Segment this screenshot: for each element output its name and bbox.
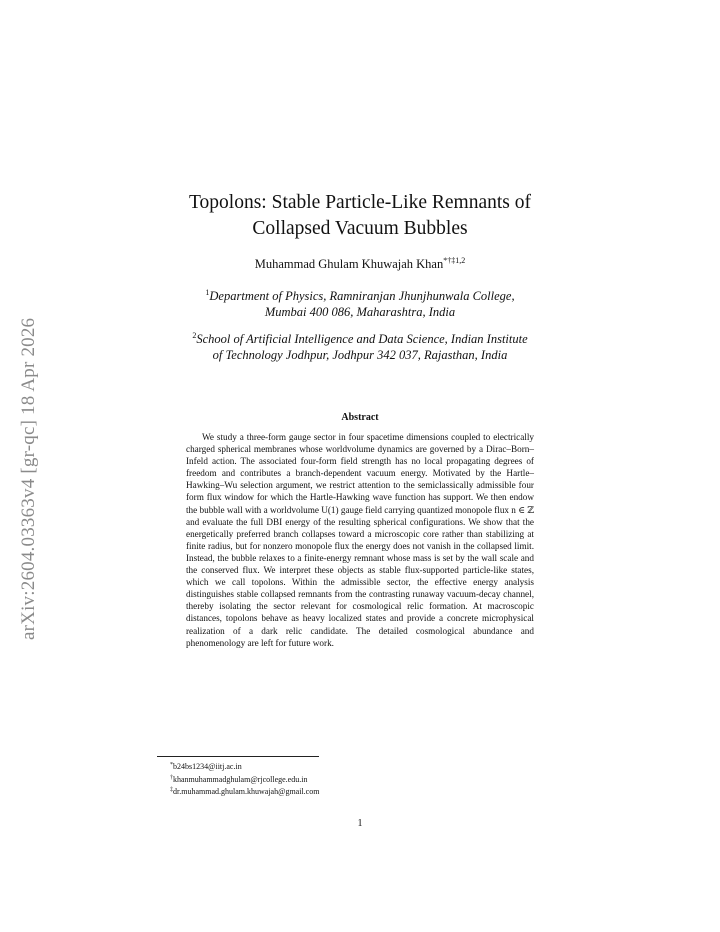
footnote-3-email: dr.muhammad.ghulam.khuwajah@gmail.com	[173, 787, 320, 796]
affiliation-1-line-2: Mumbai 400 086, Maharashtra, India	[264, 305, 456, 319]
affiliation-2	[150, 328, 570, 363]
author-name: Muhammad Ghulam Khuwajah Khan	[254, 257, 444, 271]
affiliation-1-marker: 1	[205, 288, 210, 297]
author-line	[120, 256, 600, 272]
affiliation-2-line-1: School of Artificial Intelligence and Data Science, Indian Institute	[196, 332, 528, 346]
footnote-1-mark: *	[170, 762, 173, 768]
author-affiliation-marks: *†‡1,2	[443, 256, 466, 265]
footnote-divider	[157, 756, 319, 757]
footnote-2	[170, 773, 319, 786]
page-number: 1	[357, 818, 363, 829]
paper-title	[120, 190, 600, 242]
footnotes	[170, 760, 319, 798]
abstract-text: We study a three-form gauge sector in four spacetime dimensions coupled to electrically charged spherical membranes whose worldvolume dynamics are governed by a Dirac–Born–Infeld action. The associated four-form field strength has no local propagating degrees of freedom and contributes a branch-dependent vacuum energy. Motivated by the Hartle–Hawking–Wu selection argument, we restrict attention to the semiclassically admissible four form flux window for which the Hartle-Hawking wave function has support. We then endow the bubble wall with a worldvolume U(1) gauge field carrying quantized monopole flux n ∈ ℤ and evaluate the full DBI energy of the resulting spherical configurations. We show that the energetically preferred branch collapses toward a microscopic core rather than stabilizing at finite radius, but for nonzero monopole flux the energy does not vanish in the collapsed limit. Instead, the bubble relaxes to a finite-energy remnant whose mass is set by the wall scale and the conserved flux. We interpret these objects as stable flux-supported particle-like states, which we call topolons. Within the admissible sector, the effective energy analysis distinguishes stable collapsed remnants from the contrasting runaway vacuum-decay channel, thereby isolating the sector relevant for cosmological relic formation. At macroscopic distances, topolons behave as heavy localized states and provide a concrete microphysical realization of a dark relic candidate. The detailed cosmological abundance and phenomenology are left for future work.	[186, 432, 534, 648]
footnote-1	[170, 760, 319, 773]
paper-title-line-1: Topolons: Stable Particle-Like Remnants of	[189, 192, 531, 213]
footnote-3	[170, 785, 319, 798]
footnote-2-mark: †	[170, 774, 173, 781]
affiliation-1-line-1: Department of Physics, Ramniranjan Jhunjhunwala College,	[209, 289, 515, 303]
arxiv-identifier-stamp: arXiv:2604.03363v4 [gr-qc] 18 Apr 2026	[18, 317, 39, 640]
footnote-3-mark: ‡	[170, 787, 173, 793]
affiliation-2-marker: 2	[192, 331, 197, 340]
affiliation-2-line-2: of Technology Jodhpur, Jodhpur 342 037, Rajasthan, India	[212, 348, 508, 362]
footnote-2-email: khanmuhammadghulam@rjcollege.edu.in	[173, 774, 308, 784]
footnote-1-email: b24bs1234@iitj.ac.in	[173, 762, 242, 771]
affiliation-1	[150, 285, 570, 320]
paper-title-line-2: Collapsed Vacuum Bubbles	[252, 218, 468, 239]
abstract-heading: Abstract	[341, 412, 379, 423]
